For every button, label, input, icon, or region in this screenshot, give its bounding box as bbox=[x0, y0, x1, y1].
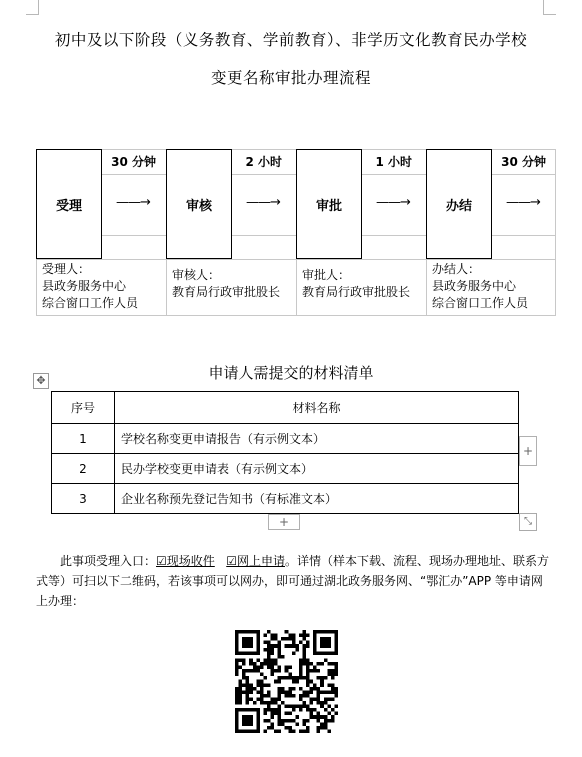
table-resize-icon[interactable]: ⤡ bbox=[519, 513, 537, 531]
step-accept-duration: 30 分钟 bbox=[111, 155, 156, 169]
arrow-icon: ——→ bbox=[376, 195, 410, 210]
table-row bbox=[52, 484, 519, 514]
qr-code-icon[interactable] bbox=[235, 630, 338, 733]
page-corner-mark-right bbox=[543, 0, 556, 15]
table-move-icon[interactable]: ✥ bbox=[33, 373, 49, 389]
row-no: 3 bbox=[52, 484, 115, 514]
row-name: 企业名称预先登记告知书（有标准文本） bbox=[115, 484, 519, 514]
document-title-line1: 初中及以下阶段（义务教育、学前教育）、非学历文化教育民办学校 bbox=[54, 31, 528, 49]
table-row bbox=[52, 424, 519, 454]
step-complete-box: 办结 bbox=[426, 149, 492, 259]
step-approve-box: 审批 bbox=[296, 149, 362, 259]
step-approve-duration: 1 小时 bbox=[375, 155, 412, 169]
table-row bbox=[52, 454, 519, 484]
step-complete-person: 办结人： 县政务服务中心 综合窗口工作人员 bbox=[432, 262, 529, 310]
header-no: 序号 bbox=[52, 392, 115, 424]
row-name: 学校名称变更申请报告（有示例文本） bbox=[115, 424, 519, 454]
step-approve-person: 审批人： 教育局行政审批股长 bbox=[302, 268, 411, 299]
step-review-box: 审核 bbox=[166, 149, 232, 259]
entry-paragraph bbox=[36, 551, 551, 611]
process-flow bbox=[36, 149, 556, 316]
entry-prefix: 此事项受理入口： bbox=[60, 554, 157, 568]
step-complete-duration: 30 分钟 bbox=[501, 155, 546, 169]
document-title-line2: 变更名称审批办理流程 bbox=[210, 69, 371, 87]
header-name: 材料名称 bbox=[115, 392, 519, 424]
entry-option-online: ☑网上申请 bbox=[226, 554, 285, 568]
add-column-button[interactable]: + bbox=[519, 436, 537, 466]
row-no: 2 bbox=[52, 454, 115, 484]
entry-option-onsite: ☑现场收件 bbox=[156, 554, 215, 568]
arrow-icon: ——→ bbox=[506, 195, 540, 210]
step-review-person: 审核人： 教育局行政审批股长 bbox=[172, 268, 281, 299]
row-no: 1 bbox=[52, 424, 115, 454]
row-name: 民办学校变更申请表（有示例文本） bbox=[115, 454, 519, 484]
arrow-icon: ——→ bbox=[116, 195, 150, 210]
step-review-duration: 2 小时 bbox=[245, 155, 282, 169]
arrow-icon: ——→ bbox=[246, 195, 280, 210]
table-header-row bbox=[52, 392, 519, 424]
entry-rest: 。详情（样本下载、流程、现场办理地址、联系方式等）可扫以下二维码，若该事项可以网办，即可通过湖北政务服务网、“鄂汇办”APP 等申请网上办理： bbox=[36, 554, 550, 608]
step-accept-box: 受理 bbox=[36, 149, 102, 259]
materials-table bbox=[51, 391, 519, 514]
page-corner-mark-left bbox=[26, 0, 39, 15]
materials-title: 申请人需提交的材料清单 bbox=[208, 364, 374, 382]
step-accept-person: 受理人： 县政务服务中心 综合窗口工作人员 bbox=[42, 262, 139, 310]
add-row-button[interactable]: + bbox=[268, 514, 300, 530]
